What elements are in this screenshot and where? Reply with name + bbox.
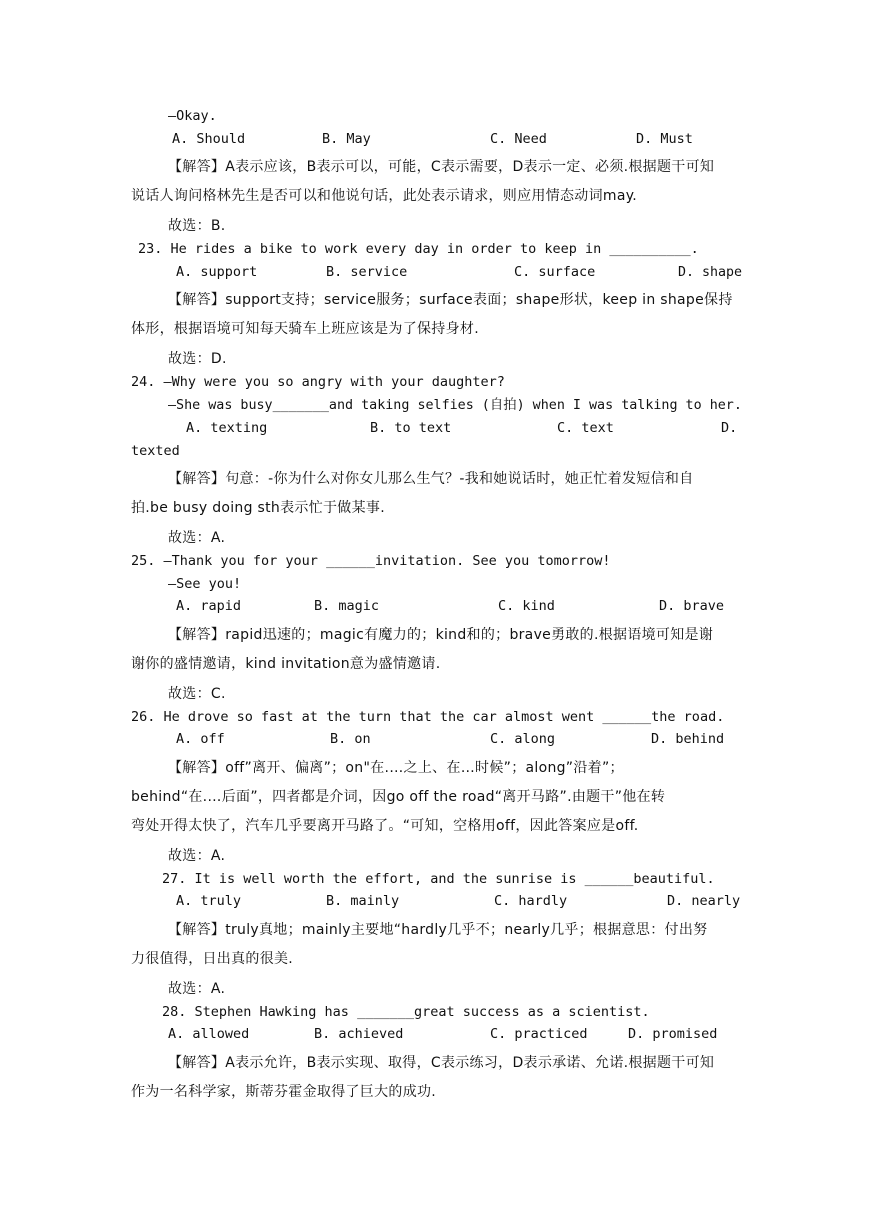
q25-option-d: D. brave — [659, 598, 725, 614]
q24-answer-line1: 【解答】句意：-你为什么对你女儿那么生气？-我和她说话时，她正忙着发短信和自 — [168, 471, 694, 487]
q26-answer-line2: behind“在.…后面”，四者都是介词，因go off the road“离开马路”.由题干”他在转 — [131, 789, 666, 805]
q27-option-a: A. truly — [176, 893, 242, 909]
q26-option-d: D. behind — [651, 731, 725, 747]
q25-choice: 故选：C. — [168, 686, 226, 702]
q28-option-a: A. allowed — [168, 1026, 250, 1042]
q22-answer-line1: 【解答】A表示应该，B表示可以，可能，C表示需要，D表示一定、必须.根据题干可知 — [168, 159, 715, 175]
q24-option-d-wrap: texted — [131, 443, 180, 459]
q26-answer-line1: 【解答】off”离开、偏离”；on"在.…之上、在…时候”；along”沿着”； — [168, 760, 624, 776]
q28-option-c: C. practiced — [490, 1026, 588, 1042]
q26-option-a: A. off — [176, 731, 225, 747]
q25-answer-line2: 谢你的盛情邀请，kind invitation意为盛情邀请. — [131, 656, 441, 672]
q25-answer-line1: 【解答】rapid迅速的；magic有魔力的；kind和的；brave勇敢的.根据语境可知是谢 — [168, 627, 714, 643]
q26-choice: 故选：A. — [168, 848, 226, 864]
q24-option-d: D. — [721, 420, 738, 436]
q22-option-d: D. Must — [636, 131, 693, 147]
q24-stem: 24. —Why were you so angry with your daughter? — [131, 374, 505, 390]
q27-choice: 故选：A. — [168, 981, 226, 997]
q24-option-c: C. text — [557, 420, 614, 436]
q26-answer-line3: 弯处开得太快了，汽车几乎要离开马路了。“可知，空格用off，因此答案应是off. — [131, 818, 639, 834]
q28-answer-line2: 作为一名科学家，斯蒂芬霍金取得了巨大的成功. — [131, 1084, 437, 1100]
q23-stem: 23. He rides a bike to work every day in order to keep in __________. — [138, 241, 699, 257]
q26-option-b: B. on — [330, 731, 371, 747]
q26-stem: 26. He drove so fast at the turn that the car almost went ______the road. — [131, 709, 725, 725]
q25-option-b: B. magic — [314, 598, 380, 614]
q23-choice: 故选：D. — [168, 351, 227, 367]
q22-answer-line2: 说话人询问格林先生是否可以和他说句话，此处表示请求，则应用情态动词may. — [131, 188, 638, 204]
q27-answer-line1: 【解答】truly真地；mainly主要地“hardly几乎不；nearly几乎；根据意思：付出努 — [168, 922, 708, 938]
q23-option-a: A. support — [176, 264, 258, 280]
q25-stem: 25. —Thank you for your ______invitation. See you tomorrow! — [131, 553, 611, 569]
q23-option-d: D. shape — [678, 264, 743, 280]
q24-choice: 故选：A. — [168, 530, 226, 546]
q22-option-b: B. May — [322, 131, 371, 147]
q22-option-a: A. Should — [172, 131, 246, 147]
q27-option-c: C. hardly — [494, 893, 568, 909]
q24-option-a: A. texting — [186, 420, 268, 436]
q23-option-b: B. service — [326, 264, 408, 280]
q27-option-d: D. nearly — [667, 893, 741, 909]
q22-choice: 故选：B. — [168, 218, 226, 234]
q27-answer-line2: 力很值得，日出真的很美. — [131, 951, 294, 967]
q27-stem: 27. It is well worth the effort, and the sunrise is ______beautiful. — [162, 871, 715, 887]
q25-option-c: C. kind — [498, 598, 555, 614]
q25-option-a: A. rapid — [176, 598, 242, 614]
q28-stem: 28. Stephen Hawking has _______great success as a scientist. — [162, 1004, 650, 1020]
q28-option-d: D. promised — [628, 1026, 718, 1042]
q22-option-c: C. Need — [490, 131, 547, 147]
q28-option-b: B. achieved — [314, 1026, 404, 1042]
q24-answer-line2: 拍.be busy doing sth表示忙于做某事. — [131, 500, 385, 516]
q27-option-b: B. mainly — [326, 893, 400, 909]
q26-option-c: C. along — [490, 731, 556, 747]
q28-answer-line1: 【解答】A表示允许，B表示实现、取得，C表示练习，D表示承诺、允诺.根据题干可知 — [168, 1055, 715, 1071]
q23-answer-line2: 体形，根据语境可知每天骑车上班应该是为了保持身材. — [131, 321, 479, 337]
q22-reply: —Okay. — [168, 108, 217, 124]
q24-stem-reply: —She was busy_______and taking selfies (自拍) when I was talking to her. — [168, 397, 742, 413]
q24-option-b: B. to text — [370, 420, 452, 436]
q25-stem-reply: —See you! — [168, 576, 242, 592]
q23-answer-line1: 【解答】support支持；service服务；surface表面；shape形状，keep in shape保持 — [168, 292, 733, 308]
q23-option-c: C. surface — [514, 264, 596, 280]
